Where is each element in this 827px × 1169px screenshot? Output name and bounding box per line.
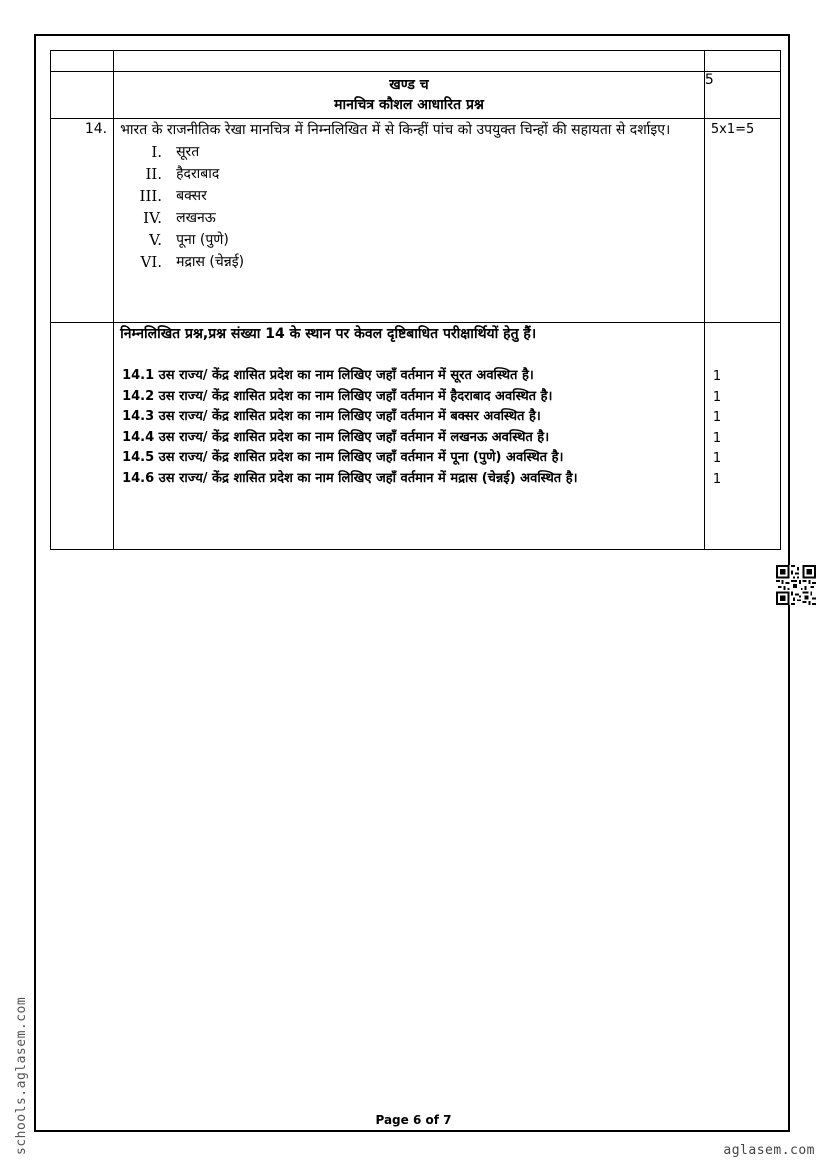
corner-watermark[interactable]: aglasem.com xyxy=(723,1143,815,1158)
current-page: 6 xyxy=(412,1113,422,1127)
section-heading xyxy=(114,72,704,115)
section-title: खण्ड च xyxy=(389,77,429,93)
question-number: 14. xyxy=(51,119,114,323)
item-mark: 1 xyxy=(712,369,722,384)
alternative-heading: निम्नलिखित प्रश्न,प्रश्न संख्या 14 के स्थान पर केवल दृष्टिबाधित परीक्षार्थियों हेतु हैं। xyxy=(120,326,537,342)
side-watermark: schools.aglasem.com xyxy=(14,996,29,1155)
list-item: 14.2 उस राज्य/ केंद्र शासित प्रदेश का नाम लिखिए जहाँ वर्तमान में हैदराबाद अवस्थित है। xyxy=(122,388,553,404)
alternative-list xyxy=(120,366,698,489)
list-item: I. सूरत xyxy=(151,143,200,161)
question-table xyxy=(50,50,781,550)
list-item: 14.3 उस राज्य/ केंद्र शासित प्रदेश का नाम लिखिए जहाँ वर्तमान में बक्सर अवस्थित है। xyxy=(122,409,541,424)
item-mark: 1 xyxy=(712,471,722,487)
item-mark: 1 xyxy=(712,451,722,466)
question-14-row xyxy=(51,119,781,323)
page-footer: Page 6 of 7 xyxy=(375,1113,452,1127)
item-mark: 1 xyxy=(712,430,722,446)
total-pages: 7 xyxy=(443,1113,452,1127)
section-row xyxy=(51,72,781,119)
section-marks: 5 xyxy=(704,72,780,119)
list-item: IV. लखनऊ xyxy=(143,209,216,227)
question-marks: 5x1=5 xyxy=(704,119,780,323)
list-item: V. पूना (पुणे) xyxy=(149,231,229,249)
list-item: 14.5 उस राज्य/ केंद्र शासित प्रदेश का नाम लिखिए जहाँ वर्तमान में पूना (पुणे) अवस्थित है। xyxy=(122,450,564,465)
list-item: 14.6 उस राज्य/ केंद्र शासित प्रदेश का नाम लिखिए जहाँ वर्तमान में मद्रास (चेन्नई) अवस्थित है। xyxy=(122,470,578,486)
list-item: 14.1 उस राज्य/ केंद्र शासित प्रदेश का नाम लिखिए जहाँ वर्तमान में सूरत अवस्थित है। xyxy=(122,368,534,383)
table-header-row xyxy=(51,51,781,72)
item-mark: 1 xyxy=(712,410,722,425)
question-text: भारत के राजनीतिक रेखा मानचित्र में निम्नलिखित में से किन्हीं पांच को उपयुक्त चिन्हों की सहायता से दर्शाइए। xyxy=(120,122,671,138)
section-subtitle: मानचित्र कौशल आधारित प्रश्न xyxy=(334,97,484,113)
list-item: III. बक्सर xyxy=(139,187,207,205)
list-item: II. हैदराबाद xyxy=(145,165,220,183)
qr-code-icon[interactable] xyxy=(776,565,816,605)
alternative-questions-row xyxy=(51,323,781,550)
item-mark: 1 xyxy=(712,389,722,405)
option-list xyxy=(120,141,698,273)
list-item: 14.4 उस राज्य/ केंद्र शासित प्रदेश का नाम लिखिए जहाँ वर्तमान में लखनऊ अवस्थित है। xyxy=(122,429,550,445)
list-item: VI. मद्रास (चेन्नई) xyxy=(140,253,245,271)
